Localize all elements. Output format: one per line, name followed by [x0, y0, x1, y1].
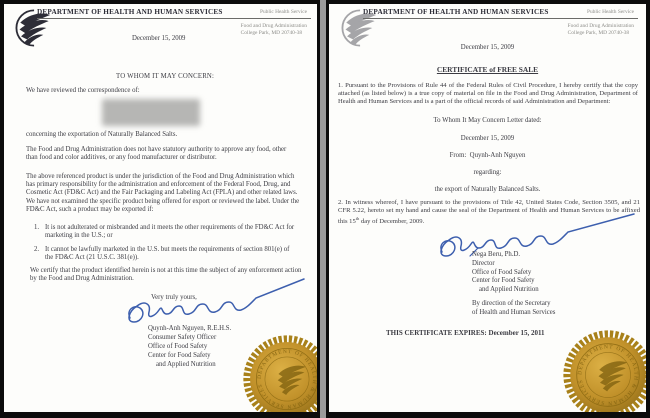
paragraph-2: The above referenced product is under the jurisdiction of the Food and Drug Administration which has primary responsibility for the administration and enforcement of the Federal Food, Drug, and Cosmetic Act (FD&C Act) and the Fair Packaging and Labeling Act (FPLA) and other related laws. We have not examined the specific product being offered for export or reviewed the label. Under the FD&C Act, such a product may be exported if: [26, 173, 300, 213]
signer-title-4: and Applied Nutrition [156, 360, 216, 368]
certificate-page [329, 4, 646, 412]
signer-title-1: Director [472, 260, 495, 267]
header-rule [37, 18, 311, 19]
department-title: DEPARTMENT OF HEALTH AND HUMAN SERVICES [363, 8, 549, 16]
signer-title-2: Office of Food Safety [148, 343, 208, 350]
paragraph-1: The Food and Drug Administration does not have statutory authority to approve any food, other than food and color additives, or any food manufacturer or distributor. [26, 146, 287, 162]
signer-title-3: Center for Food Safety [472, 277, 535, 284]
header-rule [363, 18, 638, 19]
gold-seal [562, 329, 646, 412]
certificate-paragraph-2: 2. In witness whereof, I have pursuant to the provisions of Title 42, United States Code, Section 3505, and 21 CFR 5.22, hereto set my hand and cause the seal of the Department of Health and Human Services to be affixed this 15th day of December, 2009. [338, 199, 640, 226]
signer-name: Nega Beru, Ph.D. [472, 251, 521, 258]
intro-line: We have reviewed the correspondence of: [26, 87, 140, 94]
agency-city: College Park, MD 20740-38 [240, 30, 303, 36]
subject-line: concerning the exportation of Naturally Balanced Salts. [26, 131, 178, 138]
closing-line: Very truly yours, [151, 294, 197, 301]
list-item-2-number: 2. [34, 246, 40, 253]
agency-address [568, 23, 634, 37]
by-direction-line-2: of Health and Human Services [472, 308, 556, 316]
public-health-service-label: Public Health Service [586, 9, 634, 15]
salutation: TO WHOM IT MAY CONCERN: [116, 73, 215, 80]
gold-seal [242, 334, 317, 412]
center-line-4: regarding: [473, 169, 502, 176]
agency-address [241, 23, 307, 37]
center-line-2: December 15, 2009 [460, 135, 515, 142]
list-item-1: It is not adulterated or misbranded and it meets the other requirements of the FD&C Act for marketing in the U.S.; or [45, 224, 295, 240]
seal-rim-text: DEPARTMENT OF HEALTH & HUMAN SERVICES [256, 348, 318, 410]
certificate-date: December 15, 2009 [460, 44, 515, 51]
seal-rim-text: DEPARTMENT OF HEALTH & HUMAN SERVICES [577, 344, 639, 406]
by-direction-line-1: By direction of the Secretary [472, 300, 551, 307]
expiration-line: THIS CERTIFICATE EXPIRES: December 15, 2011 [386, 329, 545, 337]
certificate-title: CERTIFICATE of FREE SALE [436, 65, 539, 74]
list-item-1-number: 1. [34, 224, 40, 231]
agency-name: Food and Drug Administration [567, 23, 634, 29]
signature-script [424, 210, 639, 262]
department-title: DEPARTMENT OF HEALTH AND HUMAN SERVICES [37, 8, 223, 16]
list-item-2: It cannot be lawfully marketed in the U.S. but meets the requirements of section 801(e) of the FD&C Act (21 U.S.C. 381(e)). [45, 246, 290, 262]
letter-page [4, 4, 317, 412]
agency-city: College Park, MD 20740-38 [567, 30, 630, 36]
signer-title-4: and Applied Nutrition [479, 285, 539, 293]
public-health-service-label: Public Health Service [259, 9, 307, 15]
redacted-block [102, 99, 200, 126]
letter-date: December 15, 2009 [132, 35, 186, 42]
agency-name: Food and Drug Administration [240, 23, 307, 29]
signer-title-1: Consumer Safety Officer [148, 334, 217, 341]
signature-script [116, 274, 308, 328]
page-divider [320, 0, 326, 418]
signer-title-3: Center for Food Safety [148, 352, 211, 359]
center-line-1: To Whom It May Concern Letter dated: [433, 117, 542, 124]
signer-name: Quynh-Anh Nguyen, R.E.H.S. [148, 325, 232, 332]
certificate-paragraph-1: 1. Pursuant to the Provisions of Rule 44 of the Federal Rules of Civil Procedure, I hereby certify that the copy attached (as listed below) is a true copy of material on file in the Food and Drug Administration, Department of Health and Human Services and is a part of the official records of said Administration and Department: [338, 82, 638, 105]
center-line-5: the export of Naturally Balanced Salts. [434, 186, 541, 193]
signer-title-2: Office of Food Safety [472, 268, 532, 276]
certification-line: We certify that the product identified herein is not at this time the subject of any enforcement action by the Food and Drug Administration. [30, 267, 302, 283]
center-line-3: From: Quynh-Anh Nguyen [449, 152, 526, 159]
